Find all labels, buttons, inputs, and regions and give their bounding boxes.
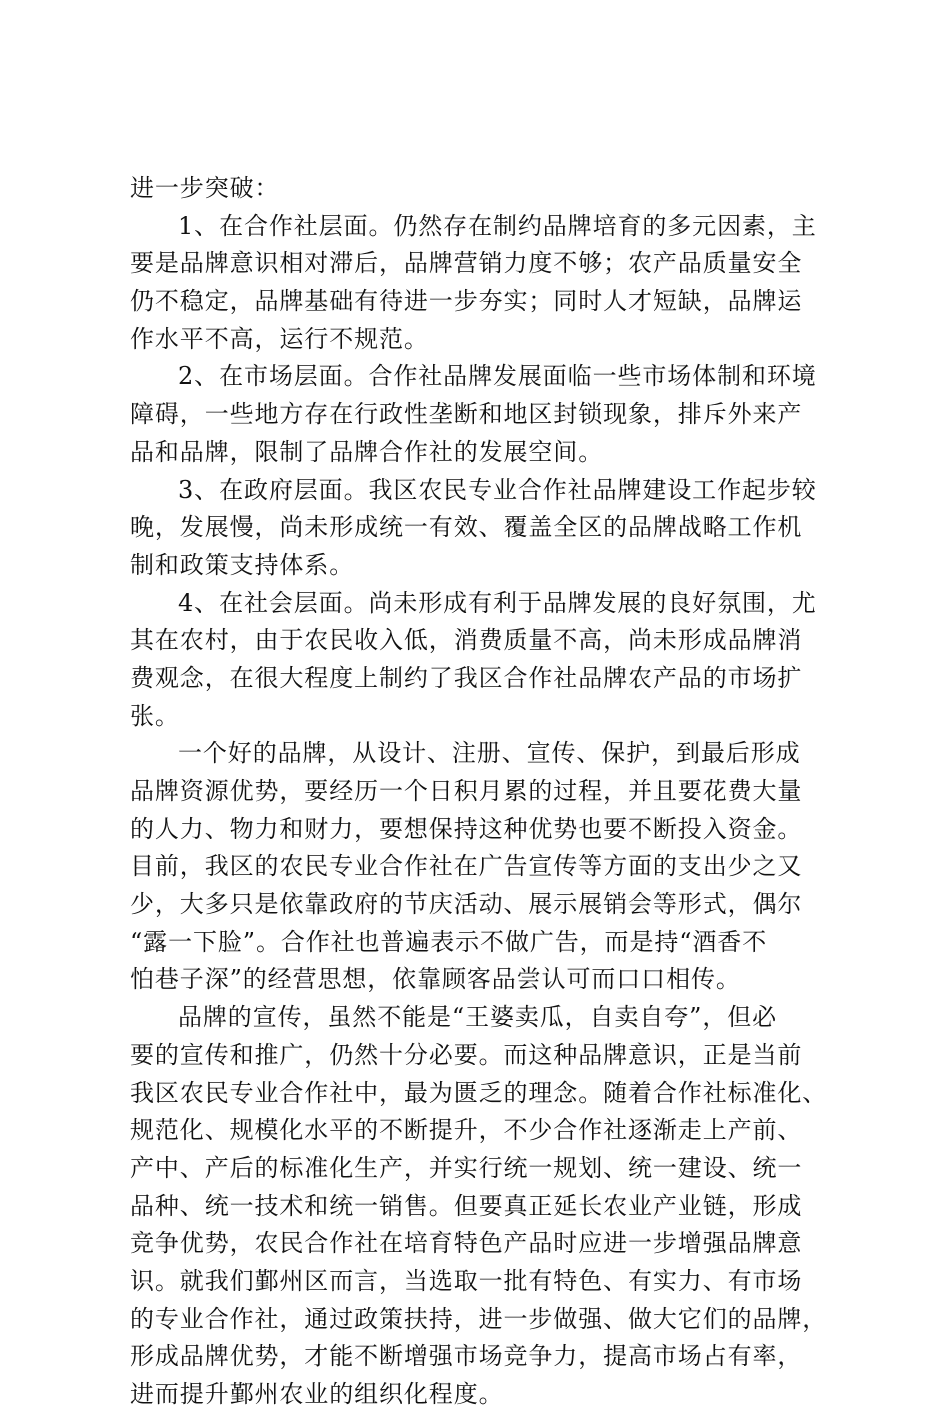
text-line: 2、在市场层面。合作社品牌发展面临一些市场体制和环境 (178, 362, 817, 391)
document-page (130, 170, 850, 1414)
text-line: 品牌资源优势，要经历一个日积月累的过程，并且要花费大量 (130, 777, 803, 805)
text-line: 3、在政府层面。我区农民专业合作社品牌建设工作起步较 (178, 475, 817, 504)
text-line: 我区农民专业合作社中，最为匮乏的理念。随着合作社标准化、 (130, 1078, 828, 1107)
text-line: 4、在社会层面。尚未形成有利于品牌发展的良好氛围，尤 (178, 588, 817, 617)
text-line: 1、在合作社层面。仍然存在制约品牌培育的多元因素，主 (178, 211, 817, 240)
text-line: 规范化、规模化水平的不断提升，不少合作社逐渐走上产前、 (130, 1116, 803, 1145)
text-line: 怕巷子深”的经营思想，依靠顾客品尝认可而口口相传。 (130, 965, 741, 994)
text-line: 形成品牌优势，才能不断增强市场竞争力，提高市场占有率， (130, 1342, 803, 1371)
text-line: 的人力、物力和财力，要想保持这种优势也要不断投入资金。 (130, 814, 803, 843)
text-line: 张。 (130, 701, 180, 730)
text-line: 品种、统一技术和统一销售。但要真正延长农业产业链，形成 (130, 1191, 803, 1220)
text-line: 障碍，一些地方存在行政性垄断和地区封锁现象，排斥外来产 (130, 400, 803, 429)
text-line: 目前，我区的农民专业合作社在广告宣传等方面的支出少之又 (130, 852, 803, 881)
text-line: 作水平不高，运行不规范。 (130, 324, 429, 353)
text-line: 一个好的品牌，从设计、注册、宣传、保护，到最后形成 (178, 739, 801, 768)
text-line: 品牌的宣传，虽然不能是“王婆卖瓜，自卖自夸”，但必 (178, 1003, 778, 1032)
text-line: 进一步突破： (130, 174, 280, 202)
text-line: 要的宣传和推广，仍然十分必要。而这种品牌意识，正是当前 (130, 1040, 803, 1069)
text-line: 竞争优势，农民合作社在培育特色产品时应进一步增强品牌意 (130, 1229, 803, 1258)
text-line: 要是品牌意识相对滞后，品牌营销力度不够；农产品质量安全 (130, 249, 803, 278)
text-line: 其在农村，由于农民收入低，消费质量不高，尚未形成品牌消 (130, 626, 803, 655)
text-line: 的专业合作社，通过政策扶持，进一步做强、做大它们的品牌， (130, 1304, 828, 1333)
text-line: “露一下脸”。合作社也普遍表示不做广告，而是持“酒香不 (130, 927, 768, 956)
text-line: 进而提升鄞州农业的组织化程度。 (130, 1380, 504, 1408)
text-line: 产中、产后的标准化生产，并实行统一规划、统一建设、统一 (130, 1153, 803, 1182)
text-line: 仍不稳定，品牌基础有待进一步夯实；同时人才短缺，品牌运 (130, 287, 803, 316)
text-line: 少，大多只是依靠政府的节庆活动、展示展销会等形式，偶尔 (130, 890, 803, 919)
text-line: 制和政策支持体系。 (130, 550, 355, 579)
text-line: 品和品牌，限制了品牌合作社的发展空间。 (130, 437, 604, 466)
text-line: 识。就我们鄞州区而言，当选取一批有特色、有实力、有市场 (130, 1266, 803, 1295)
text-line: 晚，发展慢，尚未形成统一有效、覆盖全区的品牌战略工作机 (130, 513, 803, 542)
text-line: 费观念，在很大程度上制约了我区合作社品牌农产品的市场扩 (130, 663, 803, 692)
